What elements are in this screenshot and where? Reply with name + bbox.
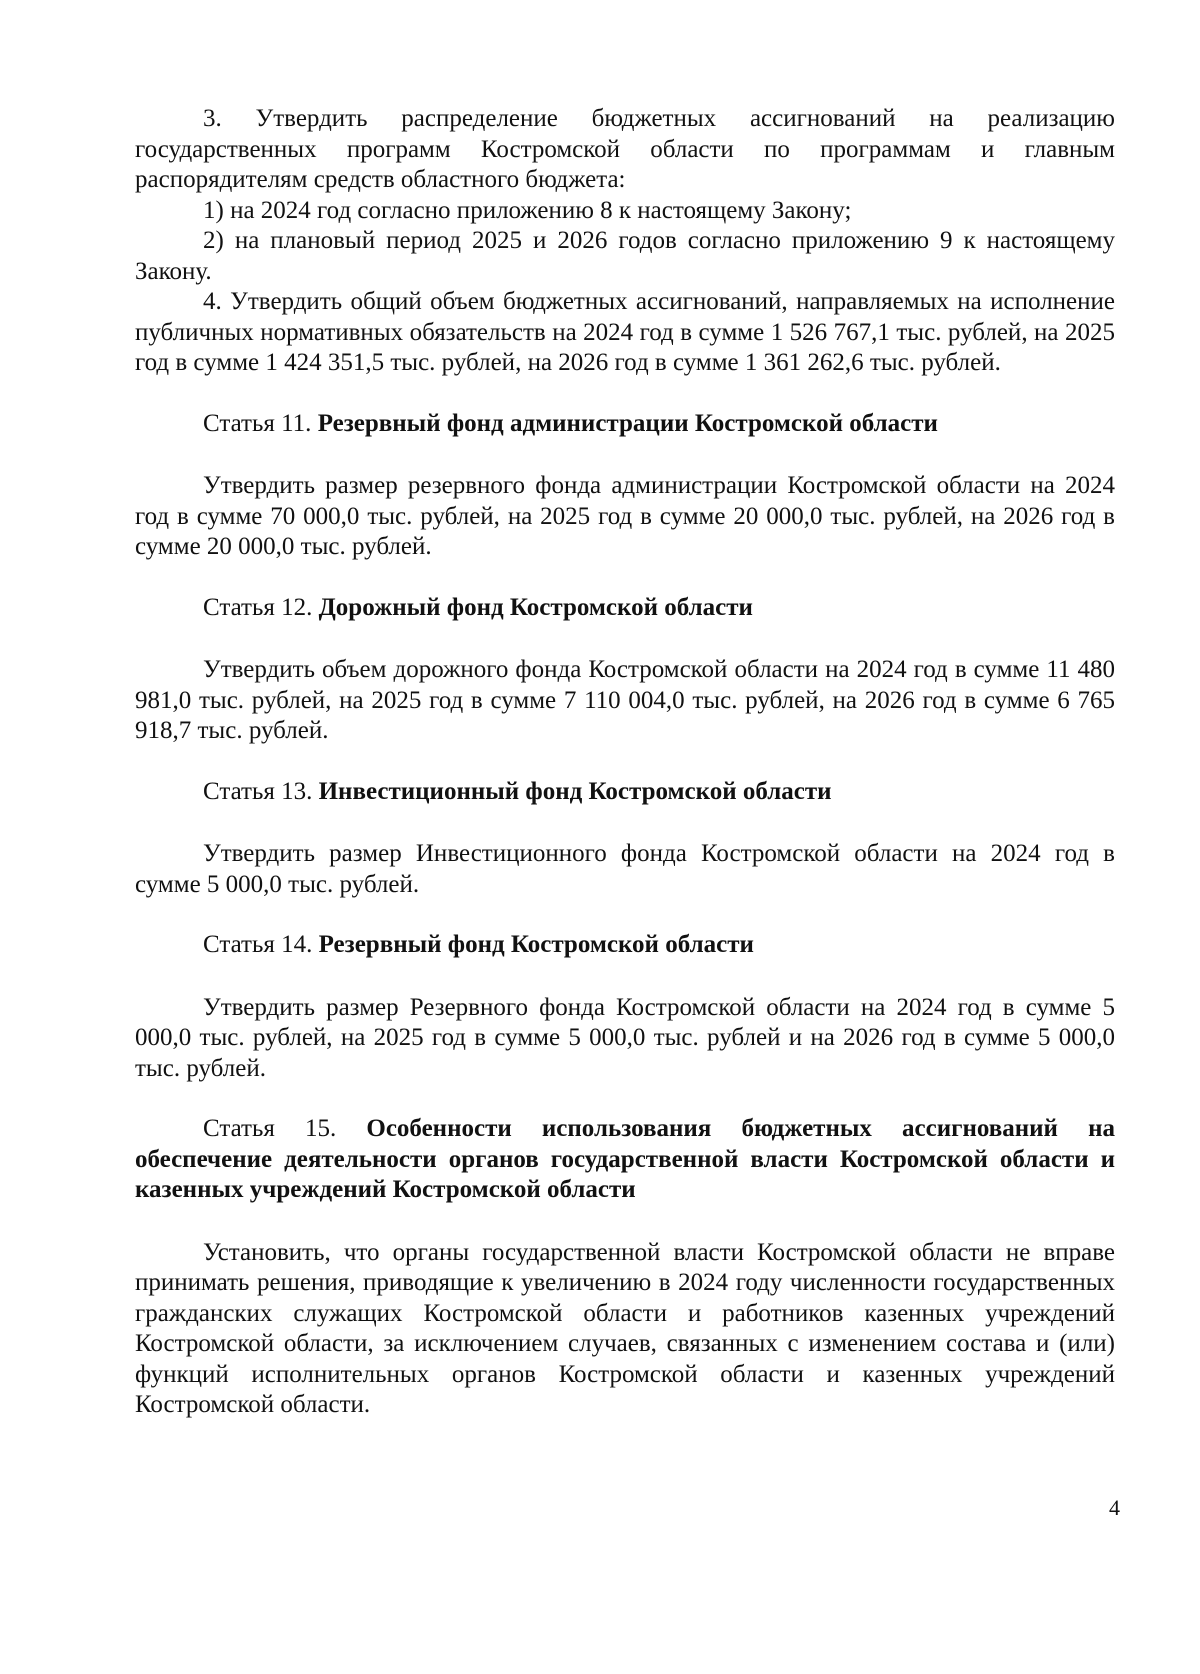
article-11-heading [135, 409, 1115, 440]
article-14-body: Утвердить размер Резервного фонда Костромской области на 2024 год в сумме 5 000,0 тыс. рублей, на 2025 год в сумме 5 000,0 тыс. рублей и на 2026 год в сумме 5 000,0 тыс. рублей. [135, 993, 1115, 1082]
article-14-label: Статья 14. [203, 931, 313, 958]
article-13-body: Утвердить размер Инвестиционного фонда Костромской области на 2024 год в сумме 5 000,0 тыс. рублей. [135, 840, 1115, 898]
paragraph-3-item-2: 2) на плановый период 2025 и 2026 годов согласно приложению 9 к настоящему Закону. [135, 227, 1115, 285]
article-15-heading [135, 1114, 1115, 1206]
article-14-heading [135, 930, 1115, 961]
article-15-label: Статья 15. [203, 1115, 337, 1142]
paragraph-4: 4. Утвердить общий объем бюджетных ассигнований, направляемых на исполнение публичных нормативных обязательств на 2024 год в сумме 1 526 767,1 тыс. рублей, на 2025 год в сумме 1 424 351,5 тыс. рублей, на 2026 год в сумме 1 361 262,6 тыс. рублей. [135, 288, 1115, 376]
paragraph-3: 3. Утвердить распределение бюджетных ассигнований на реализацию государственных программ Костромской области по программам и главным распорядителям средств областного бюджета: [135, 105, 1115, 193]
article-15-body: Установить, что органы государственной власти Костромской области не вправе принимать решения, приводящие к увеличению в 2024 году численности государственных гражданских служащих Костромской области и работников казенных учреждений Костромской области, за исключением случаев, связанных с изменением состава и (или) функций исполнительных органов Костромской области и казенных учреждений Костромской области. [135, 1238, 1115, 1418]
article-12-label: Статья 12. [203, 593, 313, 621]
article-11-body: Утвердить размер резервного фонда администрации Костромской области на 2024 год в сумме 70 000,0 тыс. рублей, на 2025 год в сумме 20 000,0 тыс. рублей, на 2026 год в сумме 20 000,0 тыс. рублей. [135, 472, 1115, 560]
article-13-title: Инвестиционный фонд Костромской области [318, 777, 832, 805]
article-13-heading [135, 777, 1115, 808]
article-12-title: Дорожный фонд Костромской области [318, 593, 753, 621]
article-11-title: Резервный фонд администрации Костромской области [317, 409, 938, 437]
page-number: 4 [1109, 1495, 1120, 1520]
paragraph-3-item-1: 1) на 2024 год согласно приложению 8 к настоящему Закону; [203, 196, 852, 224]
article-11-label: Статья 11. [203, 409, 312, 437]
article-12-heading [135, 593, 1115, 624]
article-13-label: Статья 13. [203, 777, 313, 805]
article-12-body: Утвердить объем дорожного фонда Костромской области на 2024 год в сумме 11 480 981,0 тыс. рублей, на 2025 год в сумме 7 110 004,0 тыс. рублей, на 2026 год в сумме 6 765 918,7 тыс. рублей. [135, 656, 1115, 744]
page-content [135, 104, 1115, 1421]
article-14-title: Резервный фонд Костромской области [318, 931, 754, 958]
article-15-title: Особенности использования бюджетных ассигнований на обеспечение деятельности органов государственной власти Костромской области и казенных учреждений Костромской области [135, 1115, 1115, 1203]
